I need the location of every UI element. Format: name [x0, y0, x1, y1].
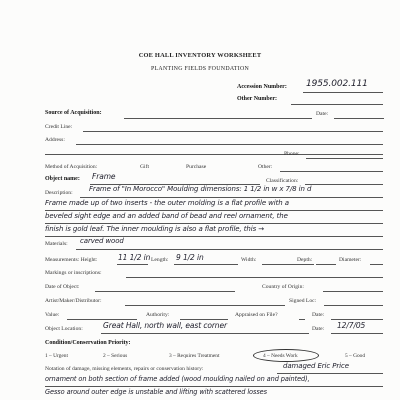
- description-label: Description:: [45, 190, 73, 196]
- condition-option-3[interactable]: 3 – Requires Treatment: [169, 353, 220, 359]
- signed-label: Signed Loc:: [289, 298, 317, 304]
- source-date-label: Date:: [316, 111, 329, 117]
- address-line-2[interactable]: [45, 154, 383, 155]
- condition-selected-circle: [253, 349, 319, 362]
- source-date-line[interactable]: [334, 118, 384, 119]
- signed-line[interactable]: [324, 305, 383, 306]
- width-line[interactable]: [262, 264, 314, 265]
- value-date-label: Date:: [312, 312, 325, 318]
- date-of-object-label: Date of Object:: [45, 284, 80, 290]
- description-line-4[interactable]: finish is gold leaf. The inner moulding is also a flat profile, this →: [45, 225, 265, 233]
- condition-option-1[interactable]: 1 – Urgent: [45, 353, 68, 359]
- source-label: Source of Acquisition:: [45, 110, 102, 116]
- address-label: Address:: [45, 137, 65, 143]
- width-label: Width:: [241, 257, 257, 263]
- source-line[interactable]: [124, 118, 312, 119]
- measurements-label: Measurements: Height:: [45, 257, 98, 263]
- description-line-1[interactable]: Frame of "In Morocco" Moulding dimensions: 1 1/2 in w x 7/8 in d: [89, 185, 312, 193]
- markings-line[interactable]: [126, 277, 383, 278]
- height-value[interactable]: 11 1/2 in: [118, 253, 151, 262]
- phone-label: Phone:: [284, 151, 300, 157]
- value-line[interactable]: [67, 319, 137, 320]
- markings-label: Markings or inscriptions:: [45, 270, 102, 276]
- other-number-line[interactable]: [291, 104, 383, 105]
- condition-label: Condition/Conservation Priority:: [45, 340, 131, 346]
- notation-label: Notation of damage, missing elements, repairs or conservation history:: [45, 366, 204, 372]
- materials-line: [76, 249, 383, 250]
- artist-line[interactable]: [125, 305, 285, 306]
- notation-rule-0: [277, 373, 383, 374]
- length-label: Length:: [151, 257, 169, 263]
- object-name-label: Object name:: [45, 176, 80, 182]
- length-line: [174, 264, 238, 265]
- object-name-value[interactable]: Frame: [92, 172, 116, 181]
- depth-label: Depth:: [297, 257, 313, 263]
- accession-label: Accession Number:: [237, 84, 287, 90]
- appraised-label: Appraised on File?: [235, 312, 278, 318]
- credit-line-label: Credit Line:: [45, 124, 73, 130]
- location-date-line: [331, 333, 383, 334]
- classification-line[interactable]: [305, 184, 383, 185]
- phone-line[interactable]: [306, 158, 383, 159]
- notation-line-2[interactable]: Gesso around outer edge is unstable and lifting with scattered losses: [45, 388, 267, 396]
- method-option-purchase[interactable]: Purchase: [186, 164, 207, 170]
- description-line-3[interactable]: beveled sight edge and an added band of bead and reel ornament, the: [45, 212, 288, 220]
- country-label: Country of Origin:: [262, 284, 304, 290]
- notation-inline-value[interactable]: damaged Eric Price: [283, 362, 349, 370]
- method-option-gift[interactable]: Gift: [140, 164, 150, 170]
- description-rule-1: [80, 197, 383, 198]
- credit-line-line[interactable]: [83, 131, 383, 132]
- classification-label: Classification:: [266, 178, 299, 184]
- worksheet-subtitle: PLANTING FIELDS FOUNDATION: [150, 66, 250, 72]
- materials-label: Materials:: [45, 241, 68, 247]
- authority-line[interactable]: [180, 319, 228, 320]
- value-date-line[interactable]: [331, 319, 383, 320]
- address-line-1[interactable]: [76, 144, 383, 145]
- notation-line-1[interactable]: ornament on both section of frame added (wood moulding nailed on and painted),: [45, 375, 310, 383]
- authority-label: Authority:: [146, 312, 170, 318]
- method-label: Method of Acquisition:: [45, 164, 98, 170]
- accession-line: [303, 92, 383, 93]
- accession-value[interactable]: 1955.002.111: [306, 79, 368, 89]
- length-value[interactable]: 9 1/2 in: [176, 253, 204, 262]
- notation-rule-1: [45, 386, 383, 387]
- materials-value[interactable]: carved wood: [80, 237, 124, 245]
- artist-label: Artist/Maker/Distributor:: [45, 298, 102, 304]
- diameter-label: Diameter:: [339, 257, 362, 263]
- location-date-label: Date:: [312, 326, 325, 332]
- height-line: [117, 264, 148, 265]
- other-number-label: Other Number:: [237, 96, 278, 102]
- date-of-object-line[interactable]: [95, 291, 235, 292]
- worksheet-title: COE HALL INVENTORY WORKSHEET: [138, 52, 262, 59]
- location-line: [101, 333, 309, 334]
- value-label: Value:: [45, 312, 60, 318]
- location-date-value[interactable]: 12/7/05: [337, 321, 366, 330]
- condition-option-2[interactable]: 2 – Serious: [103, 353, 128, 359]
- description-rule-3: [45, 223, 383, 224]
- diameter-line[interactable]: [370, 264, 383, 265]
- condition-option-5[interactable]: 5 – Good: [345, 353, 366, 359]
- country-line[interactable]: [323, 291, 383, 292]
- description-rule-2: [45, 210, 383, 211]
- method-option-other[interactable]: Other:: [258, 164, 273, 170]
- location-value[interactable]: Great Hall, north wall, east corner: [103, 321, 227, 330]
- location-label: Object Location:: [45, 326, 83, 332]
- depth-line[interactable]: [316, 264, 336, 265]
- appraised-line[interactable]: [299, 319, 305, 320]
- description-line-2[interactable]: Frame made up of two inserts - the outer molding is a flat profile with a: [45, 199, 289, 207]
- method-other-line[interactable]: [280, 171, 383, 172]
- condition-option-4[interactable]: 4 – Needs Work: [263, 353, 298, 359]
